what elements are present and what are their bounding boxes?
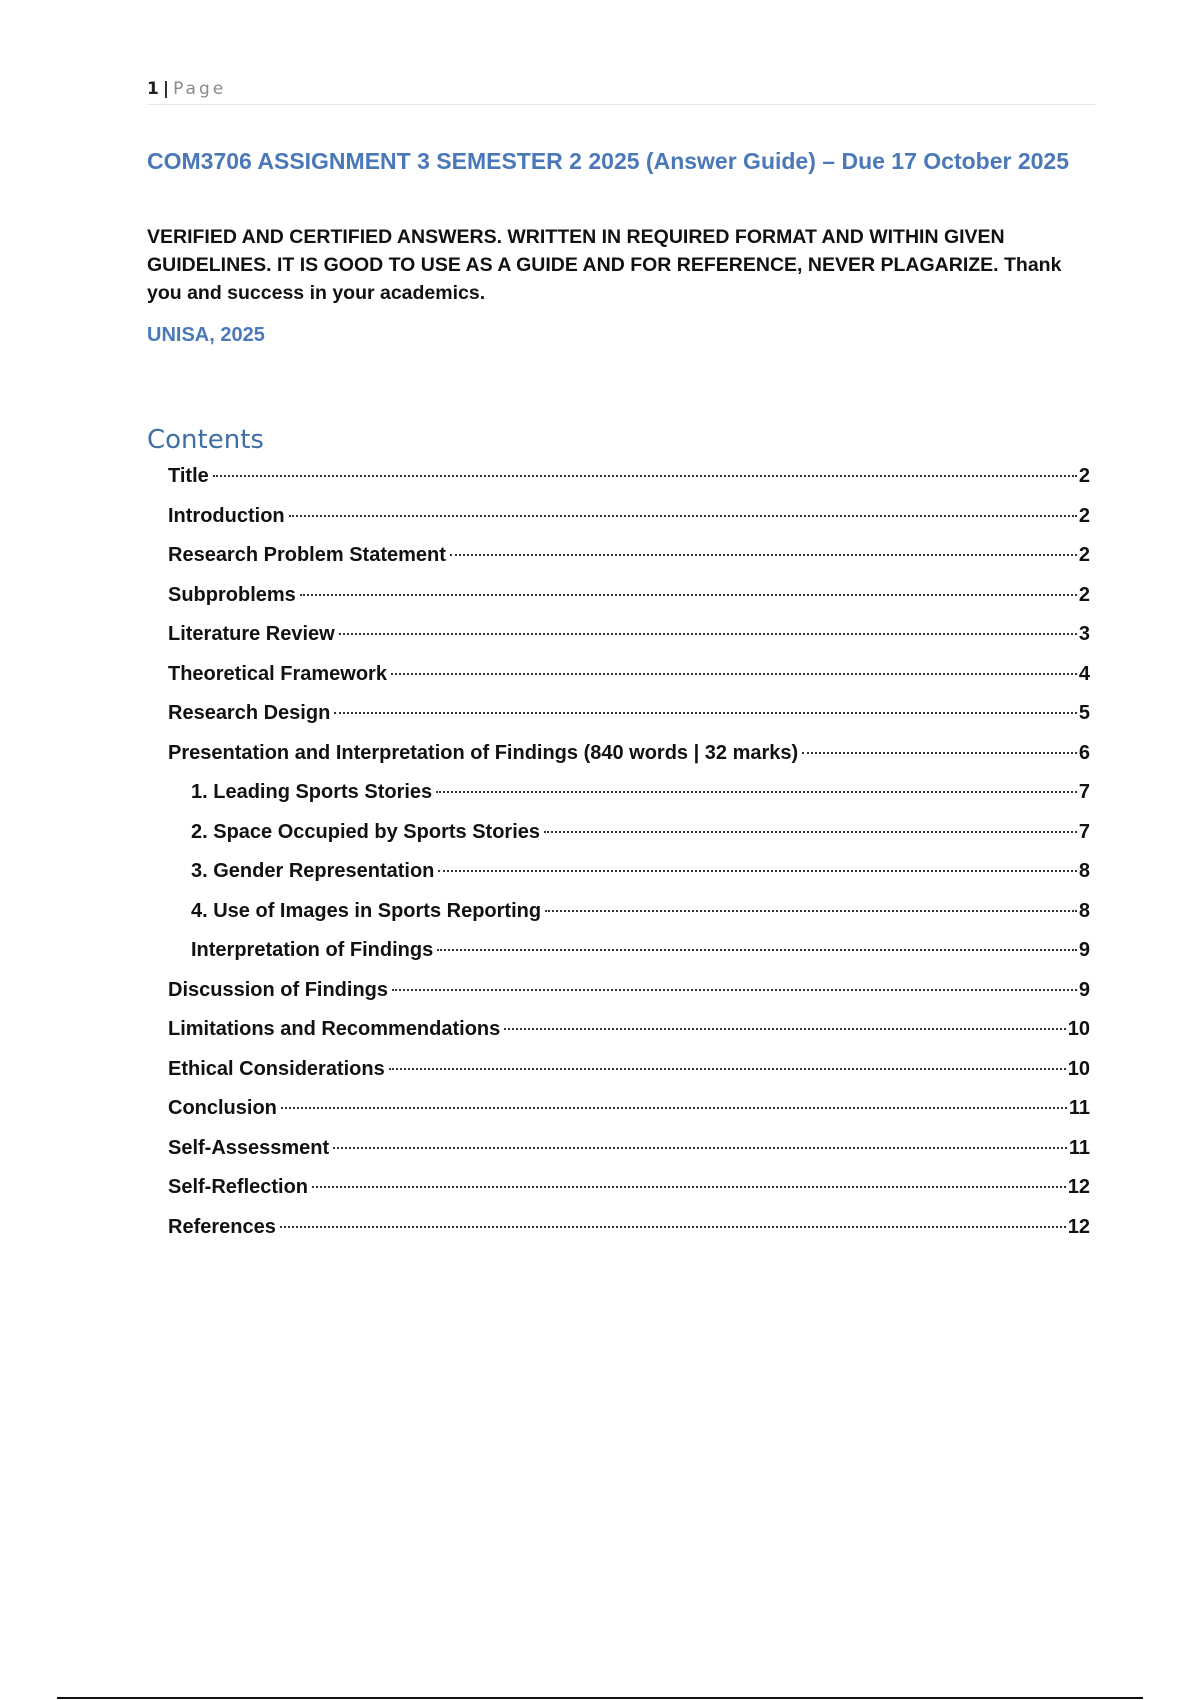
toc-entry-label: 1. Leading Sports Stories xyxy=(191,781,433,803)
toc-entry-label: Subproblems xyxy=(168,583,296,606)
toc-entry-page-number: 5 xyxy=(1078,702,1090,724)
toc-entry-page-number: 4 xyxy=(1078,662,1090,685)
toc-dot-leader xyxy=(312,1186,1066,1188)
toc-entry-label: References xyxy=(168,1215,276,1238)
page-word: Page xyxy=(173,79,227,99)
toc-entry[interactable] xyxy=(168,817,1090,857)
toc-entry-page-number: 11 xyxy=(1068,1097,1090,1119)
toc-dot-leader xyxy=(339,633,1077,635)
toc-dot-leader xyxy=(389,1068,1066,1070)
page-header xyxy=(147,76,1095,105)
document-title: COM3706 ASSIGNMENT 3 SEMESTER 2 2025 (Answer Guide) – Due 17 October 2025 xyxy=(147,148,1070,174)
toc-entry-label: Research Problem Statement xyxy=(168,544,446,566)
toc-entry-page-number: 2 xyxy=(1078,504,1090,527)
page-bottom-rule xyxy=(57,1697,1143,1699)
toc-entry[interactable] xyxy=(168,540,1090,580)
toc-dot-leader xyxy=(436,791,1077,793)
toc-entry-label: Presentation and Interpretation of Findings (840 words | 32 marks) xyxy=(168,741,799,764)
toc-dot-leader xyxy=(213,475,1077,477)
toc-entry-label: Interpretation of Findings xyxy=(191,939,434,961)
toc-entry-page-number: 6 xyxy=(1078,741,1090,764)
toc-entry-label: Limitations and Recommendations xyxy=(168,1018,501,1040)
toc-entry-page-number: 2 xyxy=(1078,465,1090,487)
toc-dot-leader xyxy=(802,752,1077,754)
toc-entry-label: Theoretical Framework xyxy=(168,662,387,685)
toc-entry-label: Title xyxy=(168,465,209,487)
institution-line: UNISA, 2025 xyxy=(147,324,265,346)
toc-entry[interactable] xyxy=(168,659,1090,699)
toc-entry-label: 3. Gender Representation xyxy=(191,860,435,882)
toc-dot-leader xyxy=(333,1147,1067,1149)
toc-entry-page-number: 7 xyxy=(1078,781,1090,803)
toc-entry-page-number: 2 xyxy=(1078,544,1090,566)
toc-dot-leader xyxy=(300,594,1077,596)
toc-entry[interactable] xyxy=(168,1212,1090,1252)
toc-entry[interactable] xyxy=(168,1054,1090,1094)
table-of-contents xyxy=(168,461,1090,1251)
toc-dot-leader xyxy=(438,870,1076,872)
toc-entry-page-number: 10 xyxy=(1067,1018,1090,1040)
toc-entry-page-number: 12 xyxy=(1067,1215,1090,1238)
toc-entry[interactable] xyxy=(168,619,1090,659)
toc-entry[interactable] xyxy=(168,935,1090,975)
toc-entry[interactable] xyxy=(168,896,1090,936)
toc-entry-page-number: 8 xyxy=(1078,899,1090,922)
toc-entry-label: 4. Use of Images in Sports Reporting xyxy=(191,899,542,922)
toc-entry[interactable] xyxy=(168,580,1090,620)
toc-dot-leader xyxy=(545,910,1077,912)
toc-entry-label: Introduction xyxy=(168,504,285,527)
toc-dot-leader xyxy=(281,1107,1067,1109)
toc-entry-page-number: 2 xyxy=(1078,583,1090,606)
toc-entry-page-number: 3 xyxy=(1078,623,1090,645)
toc-dot-leader xyxy=(450,554,1077,556)
toc-dot-leader xyxy=(289,515,1077,517)
toc-entry-page-number: 12 xyxy=(1067,1176,1090,1198)
toc-dot-leader xyxy=(334,712,1077,714)
page-separator: | xyxy=(162,79,170,99)
toc-entry-label: Research Design xyxy=(168,702,331,724)
toc-dot-leader xyxy=(504,1028,1065,1030)
toc-dot-leader xyxy=(392,989,1077,991)
toc-entry[interactable] xyxy=(168,1172,1090,1212)
toc-entry[interactable] xyxy=(168,738,1090,778)
toc-entry-label: Discussion of Findings xyxy=(168,978,389,1001)
toc-entry-page-number: 8 xyxy=(1078,860,1090,882)
toc-entry-page-number: 11 xyxy=(1068,1136,1090,1159)
toc-entry[interactable] xyxy=(168,777,1090,817)
toc-entry-label: Ethical Considerations xyxy=(168,1057,385,1080)
toc-heading: Contents xyxy=(147,425,264,455)
toc-entry-page-number: 9 xyxy=(1078,978,1090,1001)
toc-entry-label: Conclusion xyxy=(168,1097,277,1119)
toc-entry[interactable] xyxy=(168,698,1090,738)
toc-entry[interactable] xyxy=(168,501,1090,541)
toc-entry-page-number: 7 xyxy=(1078,820,1090,843)
toc-entry-label: Self-Reflection xyxy=(168,1176,309,1198)
toc-dot-leader xyxy=(544,831,1077,833)
page-number: 1 xyxy=(147,79,159,99)
toc-entry[interactable] xyxy=(168,461,1090,501)
toc-entry[interactable] xyxy=(168,856,1090,896)
toc-dot-leader xyxy=(280,1226,1066,1228)
toc-entry-label: Literature Review xyxy=(168,623,335,645)
disclaimer-text: VERIFIED AND CERTIFIED ANSWERS. WRITTEN IN REQUIRED FORMAT AND WITHIN GIVEN GUIDELINES. IT IS GOOD TO USE AS A GUIDE AND FOR REFERENCE, NEVER PLAGARIZE. Thank you and success in your academics. xyxy=(147,226,1062,304)
toc-entry[interactable] xyxy=(168,975,1090,1015)
toc-entry-label: 2. Space Occupied by Sports Stories xyxy=(191,820,541,843)
toc-entry-page-number: 9 xyxy=(1078,939,1090,961)
toc-entry[interactable] xyxy=(168,1133,1090,1173)
toc-entry-label: Self-Assessment xyxy=(168,1136,330,1159)
toc-dot-leader xyxy=(391,673,1077,675)
toc-entry[interactable] xyxy=(168,1093,1090,1133)
toc-entry-page-number: 10 xyxy=(1067,1057,1090,1080)
toc-dot-leader xyxy=(437,949,1077,951)
toc-entry[interactable] xyxy=(168,1014,1090,1054)
